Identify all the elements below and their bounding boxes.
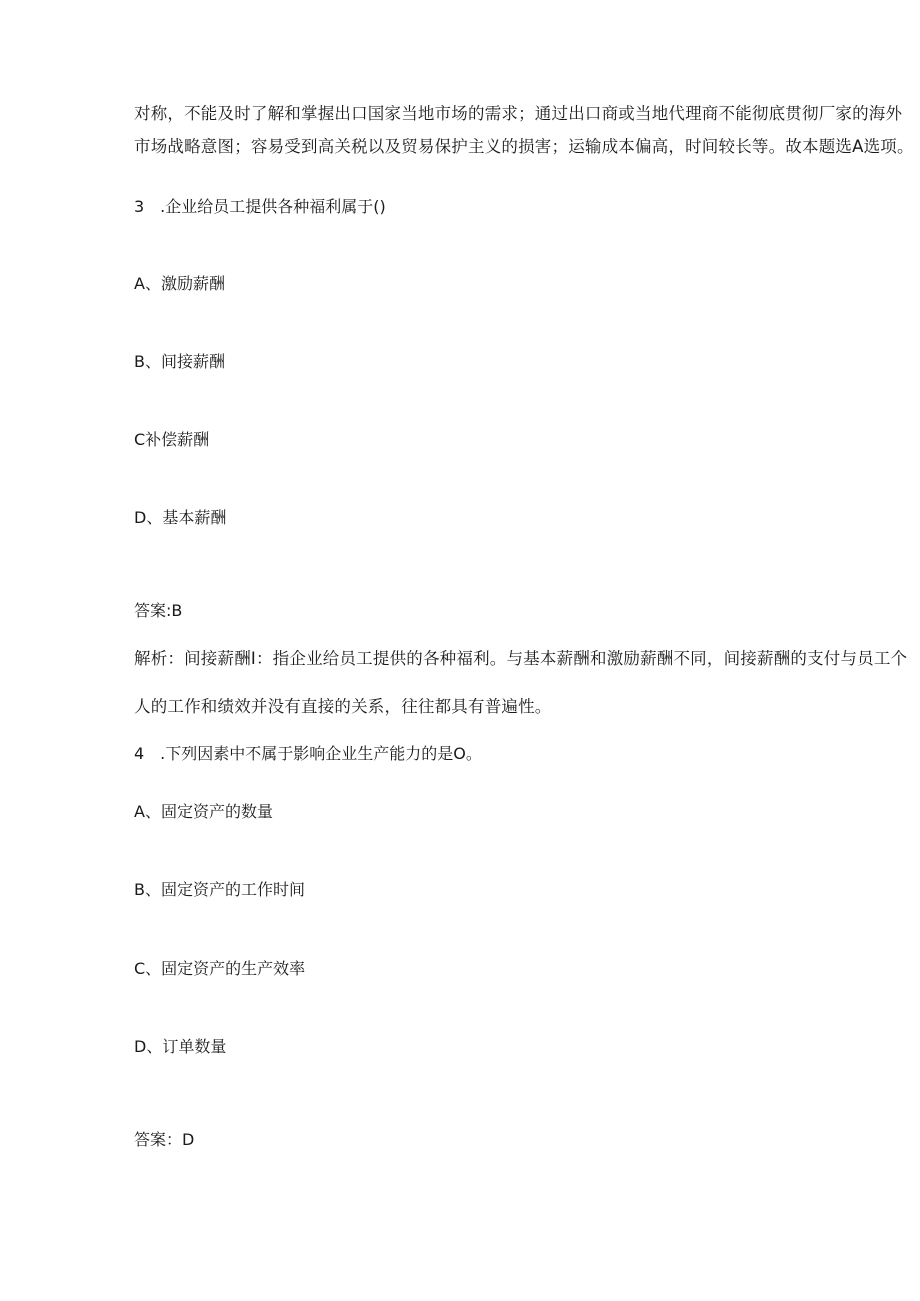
question-3-analysis-line-1: 解析：间接薪酬I：指企业给员工提供的各种福利。与基本薪酬和激励薪酬不同，间接薪酬的支付与员工个 xyxy=(134,649,908,668)
question-3-option-b: B、间接薪酬 xyxy=(134,352,225,371)
question-4-option-d: D、订单数量 xyxy=(134,1037,227,1056)
question-3-option-a: A、激励薪酬 xyxy=(134,274,225,293)
prev-explanation-line-2: 市场战略意图；容易受到高关税以及贸易保护主义的损害；运输成本偏高，时间较长等。故本题选A选项。 xyxy=(134,137,914,156)
question-4-option-c: C、固定资产的生产效率 xyxy=(134,959,306,978)
question-3-analysis-line-2: 人的工作和绩效并没有直接的关系，往往都具有普遍性。 xyxy=(134,697,552,716)
question-3-answer: 答案:B xyxy=(134,601,183,620)
question-3-option-c: C补偿薪酬 xyxy=(134,430,210,449)
question-4-stem: 4 .下列因素中不属于影响企业生产能力的是O。 xyxy=(134,744,482,763)
question-3-option-d: D、基本薪酬 xyxy=(134,508,227,527)
question-4-option-a: A、固定资产的数量 xyxy=(134,802,273,821)
question-3-stem: 3 .企业给员工提供各种福利属于() xyxy=(134,197,386,216)
question-4-answer: 答案：D xyxy=(134,1130,195,1149)
prev-explanation-line-1: 对称，不能及时了解和掌握出口国家当地市场的需求；通过出口商或当地代理商不能彻底贯彻厂家的海外 xyxy=(134,104,903,123)
question-4-option-b: B、固定资产的工作时间 xyxy=(134,880,305,899)
